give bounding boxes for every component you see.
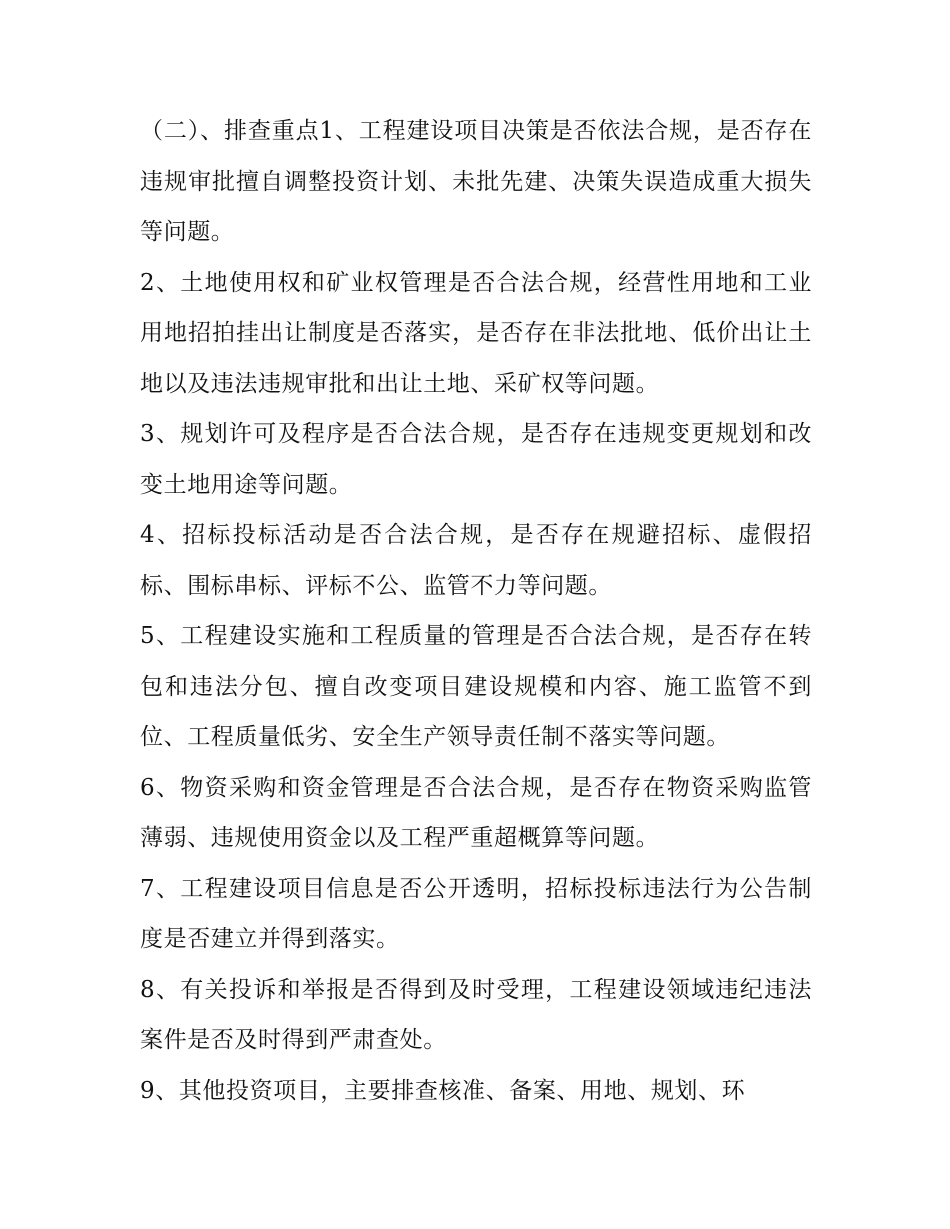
paragraph-section-2-item-1: （二）、排查重点1、工程建设项目决策是否依法合规，是否存在违规审批擅自调整投资计划、未批先建、决策失误造成重大损失等问题。 [140, 118, 812, 245]
paragraph-item-9: 9、其他投资项目，主要排查核准、备案、用地、规划、环 [140, 1077, 746, 1104]
paragraph-item-5: 5、工程建设实施和工程质量的管理是否合法合规，是否存在转包和违法分包、擅自改变项目建设规模和内容、施工监管不到位、工程质量低劣、安全生产领导责任制不落实等问题。 [140, 623, 812, 750]
paragraph-item-2: 2、土地使用权和矿业权管理是否合法合规，经营性用地和工业用地招拍挂出让制度是否落实，是否存在非法批地、低价出让土地以及违法违规审批和出让土地、采矿权等问题。 [140, 269, 812, 397]
paragraph-item-6: 6、物资采购和资金管理是否合法合规，是否存在物资采购监管薄弱、违规使用资金以及工程严重超概算等问题。 [140, 774, 812, 851]
paragraph-item-3: 3、规划许可及程序是否合法合规，是否存在违规变更规划和改变土地用途等问题。 [140, 421, 812, 498]
paragraph-item-8: 8、有关投诉和举报是否得到及时受理，工程建设领域违纪违法案件是否及时得到严肃查处。 [140, 976, 812, 1053]
paragraph-item-7: 7、工程建设项目信息是否公开透明，招标投标违法行为公告制度是否建立并得到落实。 [140, 875, 812, 952]
document-body [140, 106, 812, 1116]
paragraph-item-4: 4、招标投标活动是否合法合规，是否存在规避招标、虚假招标、围标串标、评标不公、监管不力等问题。 [140, 522, 812, 599]
